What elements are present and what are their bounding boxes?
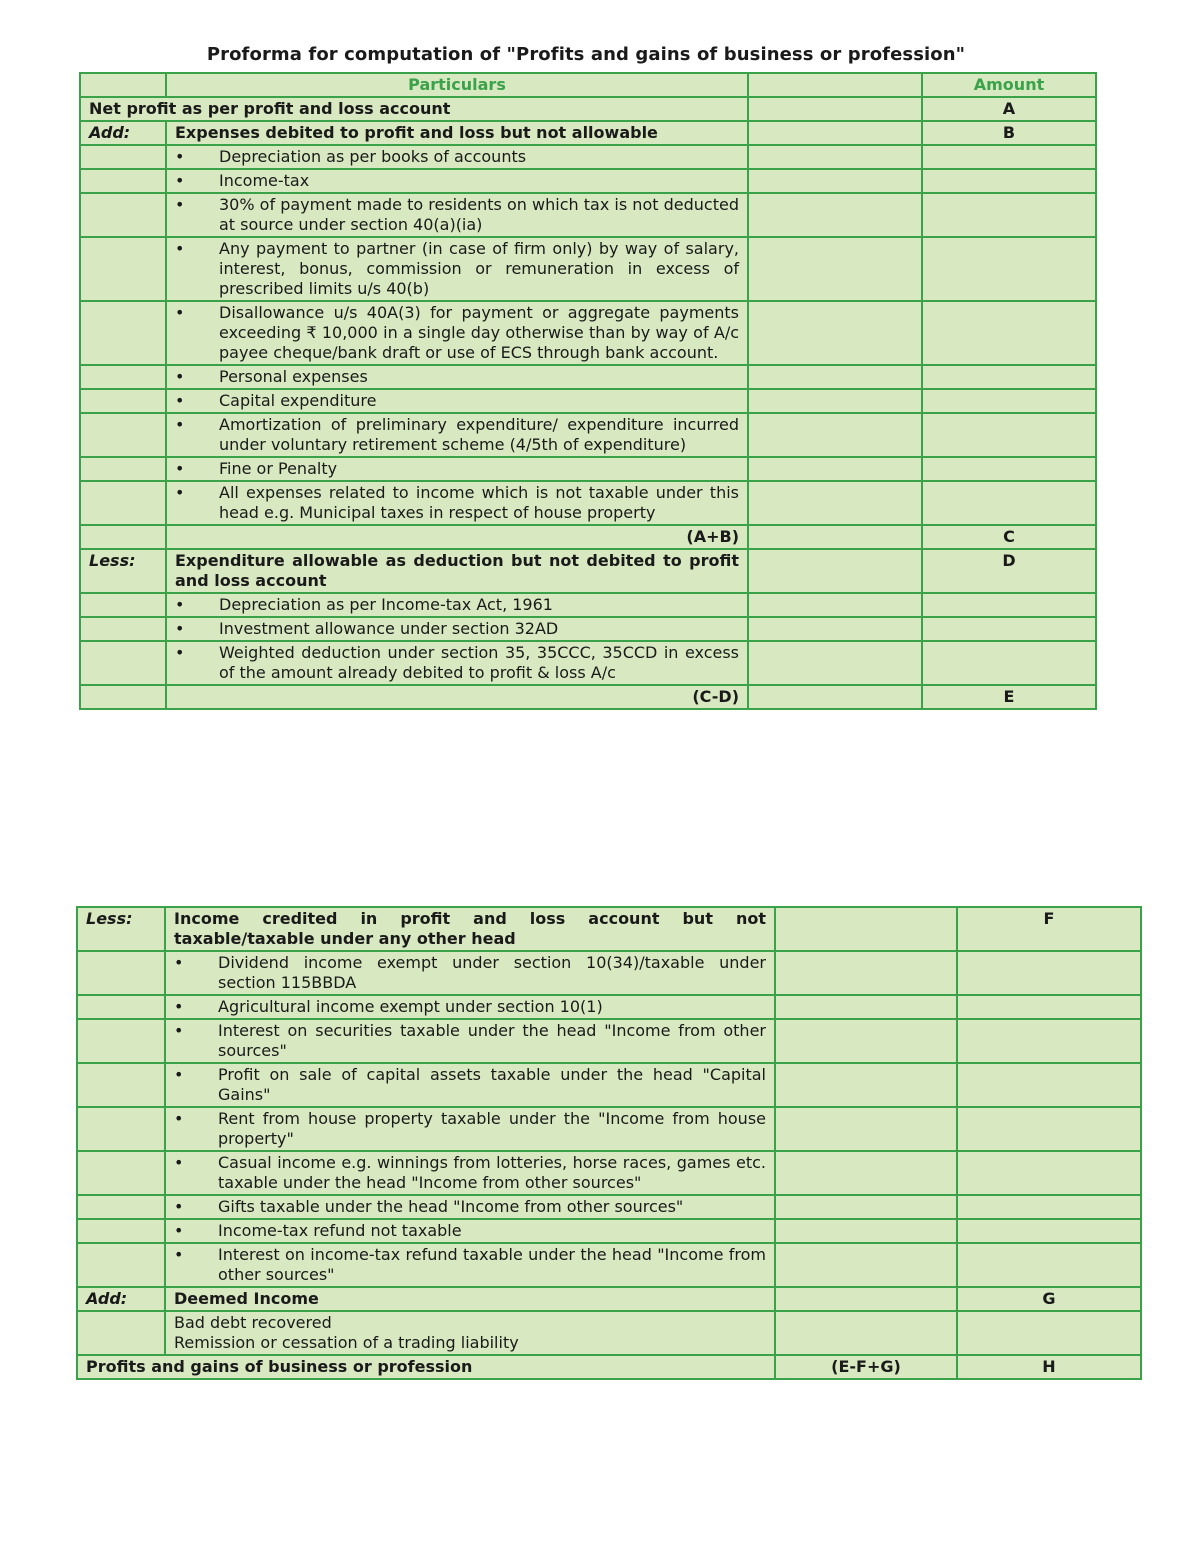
expense-item-row	[80, 301, 1096, 365]
item-text: Disallowance u/s 40A(3) for payment or aggregate payments exceeding ₹ 10,000 in a single day otherwise than by way of A/c payee cheque/bank draft or use of ECS through bank account.	[219, 303, 739, 362]
item-text: Fine or Penalty	[219, 459, 338, 478]
subtotal-e-row	[80, 685, 1096, 709]
bullet-icon: •	[175, 195, 185, 214]
bullet-icon: •	[174, 1245, 184, 1264]
final-amount: H	[957, 1355, 1141, 1379]
item-text: Rent from house property taxable under the "Income from house property"	[218, 1109, 766, 1148]
item-text: Dividend income exempt under section 10(34)/taxable under section 115BBDA	[218, 953, 766, 992]
item-text: Depreciation as per Income-tax Act, 1961	[219, 595, 553, 614]
item-text: All expenses related to income which is not taxable under this head e.g. Municipal taxes in respect of house property	[219, 483, 739, 522]
expense-item-row	[80, 145, 1096, 169]
bullet-icon: •	[175, 619, 185, 638]
table-header-row	[80, 73, 1096, 97]
bullet-icon: •	[174, 1197, 184, 1216]
income-item-row	[77, 1219, 1141, 1243]
bullet-icon: •	[174, 953, 184, 972]
expense-item-row	[80, 457, 1096, 481]
bullet-icon: •	[175, 415, 185, 434]
less-expenditure-amount: D	[922, 549, 1096, 593]
less-expenditure-row	[80, 549, 1096, 593]
net-profit-row	[80, 97, 1096, 121]
expense-item-row	[80, 193, 1096, 237]
bullet-icon: •	[174, 1021, 184, 1040]
item-text: Capital expenditure	[219, 391, 377, 410]
item-text: Interest on income-tax refund taxable under the head "Income from other sources"	[218, 1245, 766, 1284]
expense-item-row	[80, 413, 1096, 457]
bullet-icon: •	[175, 367, 185, 386]
item-text: Personal expenses	[219, 367, 368, 386]
final-formula: (E-F+G)	[775, 1355, 957, 1379]
subtotal-e-amount: E	[922, 685, 1096, 709]
bullet-icon: •	[175, 303, 185, 322]
add-deemed-amount: G	[957, 1287, 1141, 1311]
expense-item-row	[80, 481, 1096, 525]
expense-item-row	[80, 365, 1096, 389]
deduction-item-row	[80, 593, 1096, 617]
less-income-row	[77, 907, 1141, 951]
item-text: Any payment to partner (in case of firm only) by way of salary, interest, bonus, commission or remuneration in excess of prescribed limits u/s 40(b)	[219, 239, 739, 298]
item-text: Investment allowance under section 32AD	[219, 619, 559, 638]
page-title: Proforma for computation of "Profits and gains of business or profession"	[206, 44, 966, 65]
subtotal-c-row	[80, 525, 1096, 549]
bullet-icon: •	[174, 1153, 184, 1172]
header-amount: Amount	[922, 73, 1096, 97]
bullet-icon: •	[174, 1065, 184, 1084]
item-text: Weighted deduction under section 35, 35CCC, 35CCD in excess of the amount already debited to profit & loss A/c	[219, 643, 739, 682]
item-text: Income-tax refund not taxable	[218, 1221, 462, 1240]
item-text: Casual income e.g. winnings from lotteries, horse races, games etc. taxable under the head "Income from other sources"	[218, 1153, 766, 1192]
subtotal-c-amount: C	[922, 525, 1096, 549]
bullet-icon: •	[175, 239, 185, 258]
income-item-row	[77, 1107, 1141, 1151]
add-deemed-row	[77, 1287, 1141, 1311]
final-row	[77, 1355, 1141, 1379]
expense-item-row	[80, 237, 1096, 301]
bullet-icon: •	[175, 171, 185, 190]
bullet-icon: •	[174, 1109, 184, 1128]
bullet-icon: •	[175, 643, 185, 662]
item-text: Depreciation as per books of accounts	[219, 147, 527, 166]
item-text: Agricultural income exempt under section 10(1)	[218, 997, 603, 1016]
income-item-row	[77, 1063, 1141, 1107]
expense-item-row	[80, 169, 1096, 193]
add-expenses-row	[80, 121, 1096, 145]
less-expenditure-text: Expenditure allowable as deduction but not debited to profit and loss account	[166, 549, 748, 593]
income-item-row	[77, 1019, 1141, 1063]
deduction-item-row	[80, 617, 1096, 641]
item-text: Amortization of preliminary expenditure/ expenditure incurred under voluntary retirement scheme (4/5th of expenditure)	[219, 415, 739, 454]
item-text: Interest on securities taxable under the head "Income from other sources"	[218, 1021, 766, 1060]
bullet-icon: •	[175, 459, 185, 478]
bullet-icon: •	[174, 1221, 184, 1240]
bullet-icon: •	[174, 997, 184, 1016]
less-income-amount: F	[957, 907, 1141, 951]
item-text: Income-tax	[219, 171, 310, 190]
proforma-table-part-2	[76, 906, 1142, 1380]
final-text: Profits and gains of business or profession	[77, 1355, 775, 1379]
deduction-item-row	[80, 641, 1096, 685]
add-expenses-amount: B	[922, 121, 1096, 145]
less-label: Less:	[77, 907, 165, 951]
bullet-icon: •	[175, 391, 185, 410]
bullet-icon: •	[175, 147, 185, 166]
item-text: Profit on sale of capital assets taxable under the head "Capital Gains"	[218, 1065, 766, 1104]
item-text: Gifts taxable under the head "Income from other sources"	[218, 1197, 684, 1216]
deemed-items-row	[77, 1311, 1141, 1355]
income-item-row	[77, 1243, 1141, 1287]
deemed-item: Bad debt recovered	[174, 1313, 332, 1332]
bullet-icon: •	[175, 595, 185, 614]
add-deemed-text: Deemed Income	[165, 1287, 775, 1311]
less-income-text: Income credited in profit and loss account but not taxable/taxable under any other head	[165, 907, 775, 951]
add-label: Add:	[77, 1287, 165, 1311]
income-item-row	[77, 951, 1141, 995]
deemed-item: Remission or cessation of a trading liability	[174, 1333, 519, 1352]
less-label: Less:	[80, 549, 166, 593]
bullet-icon: •	[175, 483, 185, 502]
add-expenses-text: Expenses debited to profit and loss but not allowable	[166, 121, 748, 145]
item-text: 30% of payment made to residents on which tax is not deducted at source under section 40(a)(ia)	[219, 195, 739, 234]
net-profit-text: Net profit as per profit and loss account	[80, 97, 748, 121]
subtotal-e-formula: (C-D)	[166, 685, 748, 709]
net-profit-amount: A	[922, 97, 1096, 121]
income-item-row	[77, 1151, 1141, 1195]
income-item-row	[77, 995, 1141, 1019]
income-item-row	[77, 1195, 1141, 1219]
subtotal-c-formula: (A+B)	[166, 525, 748, 549]
add-label: Add:	[80, 121, 166, 145]
proforma-table-part-1	[79, 72, 1097, 710]
expense-item-row	[80, 389, 1096, 413]
header-particulars: Particulars	[166, 73, 748, 97]
